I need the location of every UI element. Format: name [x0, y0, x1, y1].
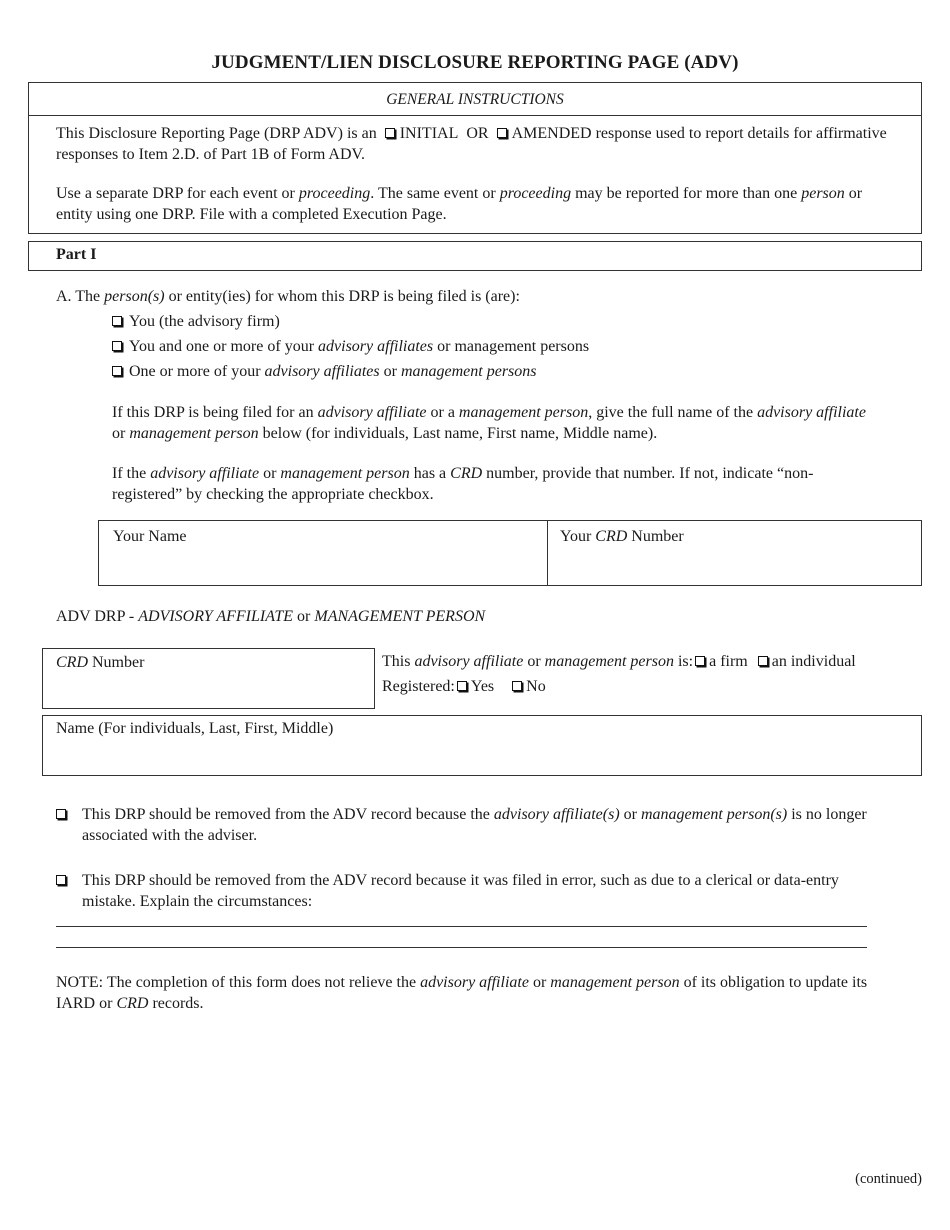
firm-label: a firm: [709, 653, 748, 670]
affiliate-name-field[interactable]: [42, 715, 922, 776]
instructions-paragraph-1: This Disclosure Reporting Page (DRP ADV) is an INITIAL OR AMENDED response used to report details for affirmative responses to Item 2.D. of Part 1B of Form ADV.: [56, 125, 887, 163]
page-title: JUDGMENT/LIEN DISCLOSURE REPORTING PAGE (ADV): [211, 52, 739, 73]
amended-label: AMENDED: [511, 125, 592, 142]
affiliate-name-label: Name (For individuals, Last, First, Middle): [56, 720, 334, 737]
affiliate-crd-number-field[interactable]: [42, 648, 375, 709]
initial-checkbox[interactable]: [385, 128, 395, 138]
part-i-title: Part I: [56, 246, 97, 263]
full-name-instruction: If this DRP is being filed for an advisory affiliate or a management person, give the full name of the advisory affiliate or management person below (for individuals, Last name, First name, Middle name).: [112, 404, 866, 442]
firm-and-affiliates-checkbox[interactable]: [112, 341, 122, 351]
part-i-header: [28, 241, 922, 271]
your-crd-number-label: Your CRD Number: [560, 528, 684, 545]
amended-checkbox[interactable]: [497, 128, 507, 138]
advisory-firm-checkbox[interactable]: [112, 316, 122, 326]
option-firm-and-affiliates[interactable]: You and one or more of your advisory affiliates or management persons: [112, 336, 589, 357]
explanation-line-2[interactable]: [56, 947, 867, 948]
registered-question: Registered: Yes No: [382, 678, 546, 695]
completion-note: NOTE: The completion of this form does not relieve the advisory affiliate or management person of its obligation to update its IARD or CRD records.: [56, 974, 868, 1012]
item-a-question: A. The person(s) or entity(ies) for whom this DRP is being filed is (are):: [56, 288, 520, 305]
your-crd-number-field[interactable]: [547, 520, 922, 586]
your-name-field[interactable]: [98, 520, 548, 586]
removal-no-longer-associated-checkbox[interactable]: [56, 809, 66, 819]
removal-filed-in-error-checkbox[interactable]: [56, 875, 66, 885]
affiliate-section-heading: ADV DRP - ADVISORY AFFILIATE or MANAGEMENT PERSON: [56, 608, 486, 625]
affiliate-crd-number-label: CRD Number: [56, 654, 145, 671]
affiliates-only-checkbox[interactable]: [112, 366, 122, 376]
individual-label: an individual: [771, 653, 856, 670]
explanation-line-1[interactable]: [56, 926, 867, 927]
registered-yes-checkbox[interactable]: [457, 681, 467, 691]
removal-option-filed-in-error[interactable]: This DRP should be removed from the ADV record because it was filed in error, such as due to a clerical or data-entry mistake. Explain the circumstances:: [56, 870, 896, 912]
general-instructions-heading: GENERAL INSTRUCTIONS: [29, 83, 921, 116]
individual-checkbox[interactable]: [758, 656, 768, 666]
removal-option-no-longer-associated[interactable]: This DRP should be removed from the ADV record because the advisory affiliate(s) or management person(s) is no longer associated with the adviser.: [56, 804, 896, 846]
affiliate-type-question: This advisory affiliate or management person is: a firm an individual: [382, 653, 856, 670]
your-name-label: Your Name: [113, 528, 187, 545]
general-instructions-box: [28, 82, 922, 234]
firm-checkbox[interactable]: [695, 656, 705, 666]
initial-label: INITIAL: [399, 125, 459, 142]
registered-no-checkbox[interactable]: [512, 681, 522, 691]
crd-instruction: If the advisory affiliate or management person has a CRD number, provide that number. If not, indicate “non-registered” by checking the appropriate checkbox.: [112, 465, 814, 503]
option-advisory-firm[interactable]: You (the advisory firm): [112, 311, 280, 332]
yes-label: Yes: [470, 678, 495, 695]
continued-label: (continued): [855, 1171, 922, 1187]
no-label: No: [526, 678, 546, 695]
instructions-paragraph-2: Use a separate DRP for each event or proceeding. The same event or proceeding may be reported for more than one person or entity using one DRP. File with a completed Execution Page.: [56, 185, 863, 223]
option-affiliates-only[interactable]: One or more of your advisory affiliates or management persons: [112, 361, 537, 382]
